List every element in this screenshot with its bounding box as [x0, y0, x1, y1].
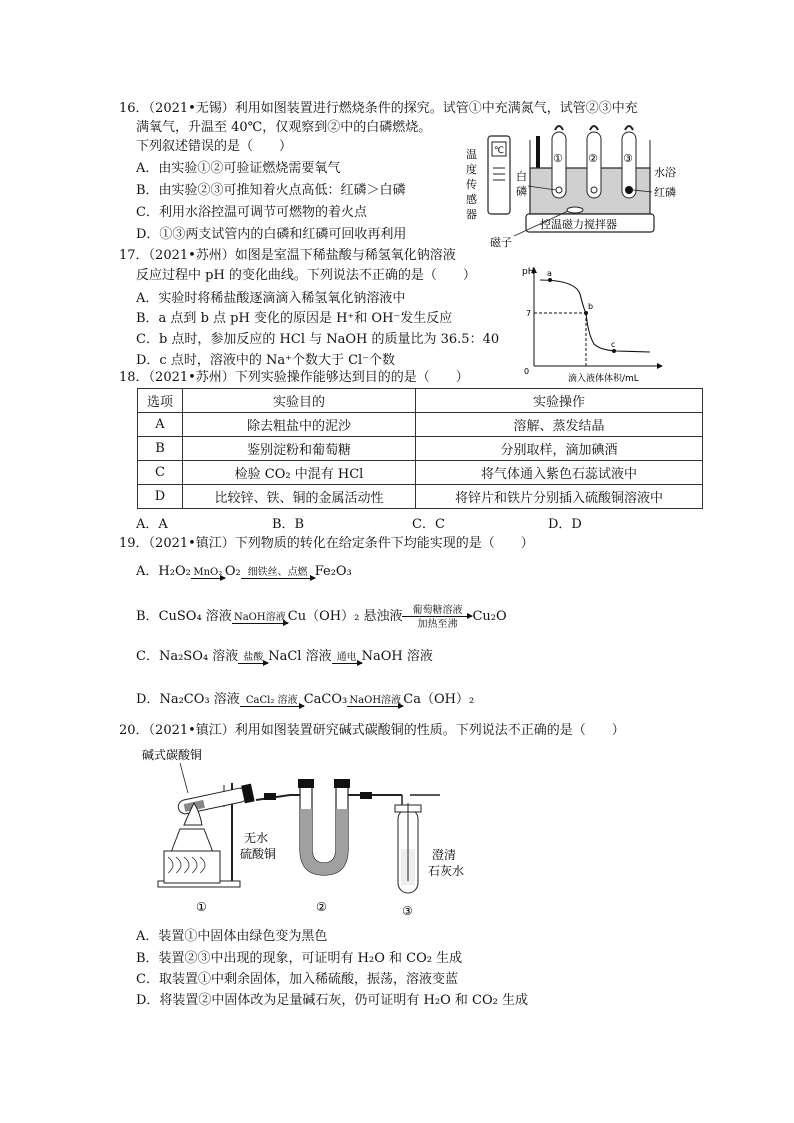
q16-option-b[interactable]: B．由实验②③可推知着火点高低：红磷＞白磷	[136, 183, 406, 198]
q19-a-label: A．	[136, 564, 159, 579]
q19-a-s3: Fe₂O₃	[314, 564, 352, 579]
q19-c-s1: Na₂SO₄ 溶液	[158, 649, 239, 664]
arrow-condition: MnO₂	[193, 567, 223, 578]
q16-stem-line3: 下列叙述错误的是（ ）	[136, 139, 293, 154]
table-cell: D	[138, 485, 183, 509]
table-header-cell: 选项	[138, 389, 183, 413]
table-cell: 比较锌、铁、铜的金属活动性	[183, 485, 416, 509]
q20-stem: 20．（2021•镇江）利用如图装置研究碱式碳酸铜的性质。下列说法不正确的是（ ）	[119, 723, 625, 738]
table-cell: 鉴别淀粉和葡萄糖	[183, 437, 416, 461]
table-cell: 分别取样，滴加碘酒	[416, 437, 703, 461]
sensor-label-3: 传	[466, 178, 477, 191]
table-cell: B	[138, 437, 183, 461]
table-cell: 除去粗盐中的泥沙	[183, 413, 416, 437]
q19-d-s2: CaCO₃	[303, 692, 348, 707]
q19-d-s1: Na₂CO₃ 溶液	[159, 692, 240, 707]
q16-stem-line1: 16．（2021•无锡）利用如图装置进行燃烧条件的探究。试管①中充满氮气，试管②③中充	[119, 101, 638, 116]
point-a	[548, 278, 552, 282]
q19-c-s2: NaCl 溶液	[268, 649, 332, 664]
table-header-row	[138, 389, 703, 413]
reaction-arrow	[238, 652, 268, 664]
magnet-label: 磁子	[490, 236, 512, 249]
sensor-label-4: 感	[466, 193, 477, 206]
table-header-cell: 实验目的	[183, 389, 416, 413]
reaction-arrow	[402, 605, 472, 631]
chart-origin: 0	[524, 367, 530, 376]
white-phosphorus-label-1: 白	[516, 170, 527, 183]
arrow-condition: NaOH溶液	[349, 695, 402, 706]
q19-b-s1: CuSO₄ 溶液	[158, 609, 232, 624]
device-1-label: ①	[196, 900, 207, 914]
q19-stem: 19．（2021•镇江）下列物质的转化在给定条件下均能实现的是（ ）	[119, 536, 534, 551]
q19-b-s2: Cu（OH）₂ 悬浊液	[287, 609, 403, 624]
chart-ylabel: pH	[522, 267, 535, 277]
table-row	[138, 413, 703, 437]
q17-ph-chart	[520, 262, 670, 384]
q19-d-s3: Ca（OH）₂	[403, 692, 475, 707]
table-cell: 检验 CO₂ 中混有 HCl	[183, 461, 416, 485]
table-header-cell: 实验操作	[416, 389, 703, 413]
arrow-condition: 盐酸	[243, 652, 264, 663]
chart-xlabel: 滴入液体体积/mL	[568, 374, 639, 384]
q18-table	[137, 388, 703, 509]
q20-option-a[interactable]: A．装置①中固体由绿色变为黑色	[136, 929, 328, 944]
reaction-arrow	[240, 695, 304, 707]
stirrer-label: 控温磁力搅拌器	[540, 218, 617, 231]
q19-d-label: D．	[136, 692, 160, 707]
anhydrous-label-1: 无水	[244, 831, 269, 845]
limewater-label-2: 石灰水	[428, 864, 465, 878]
arrow-condition: NaOH溶液	[233, 612, 286, 623]
table-cell: 将气体通入紫色石蕊试液中	[416, 461, 703, 485]
arrow-condition-below: 加热至沸	[417, 619, 458, 630]
arrow-condition: 通电	[336, 652, 357, 663]
reaction-arrow	[191, 567, 225, 579]
basic-copper-carbonate-label: 碱式碳酸铜	[142, 748, 203, 762]
arrow-condition: 葡萄糖溶液	[412, 605, 463, 616]
point-c	[612, 349, 616, 353]
q20-option-d[interactable]: D．将装置②中固体改为足量碱石灰，仍可证明有 H₂O 和 CO₂ 生成	[136, 993, 528, 1008]
table-row	[138, 485, 703, 509]
q18-option-c[interactable]: C．C	[412, 517, 445, 532]
reaction-arrow	[241, 567, 315, 579]
q17-option-b[interactable]: B．a 点到 b 点 pH 变化的原因是 H⁺和 OH⁻发生反应	[136, 311, 453, 326]
q16-option-a[interactable]: A．由实验①②可验证燃烧需要氧气	[136, 161, 341, 176]
point-b	[584, 311, 588, 315]
q19-option-a[interactable]	[136, 560, 352, 590]
q18-option-d[interactable]: D．D	[548, 517, 582, 532]
q18-option-a[interactable]: A．A	[136, 517, 168, 532]
table-cell: A	[138, 413, 183, 437]
q17-option-a[interactable]: A．实验时将稀盐酸逐滴滴入稀氢氧化钠溶液中	[136, 291, 406, 306]
sensor-display-unit: ℃	[494, 146, 505, 156]
table-row	[138, 461, 703, 485]
q16-option-c[interactable]: C．利用水浴控温可调节可燃物的着火点	[136, 205, 367, 220]
q18-option-b[interactable]: B．B	[272, 517, 305, 532]
sensor-label-5: 器	[466, 208, 477, 221]
q19-option-c[interactable]	[136, 645, 433, 675]
ph-curve	[540, 280, 650, 352]
white-phosphorus-label-2: 磷	[516, 185, 527, 198]
tube1-label: ①	[553, 152, 563, 165]
table-cell: 溶解、蒸发结晶	[416, 413, 703, 437]
q19-option-d[interactable]	[136, 688, 474, 718]
q19-a-s2: O₂	[224, 564, 241, 579]
reaction-arrow	[232, 612, 288, 624]
q19-option-b[interactable]	[136, 598, 507, 628]
q17-option-d[interactable]: D．c 点时，溶液中的 Na⁺个数大于 Cl⁻个数	[136, 353, 396, 368]
point-a-label: a	[547, 269, 552, 278]
q16-option-d[interactable]: D．①③两支试管内的白磷和红磷可回收再利用	[136, 227, 407, 242]
q19-a-s1: H₂O₂	[158, 564, 191, 579]
tube3-label: ③	[623, 152, 633, 165]
device-2-label: ②	[316, 900, 327, 914]
q16-apparatus-figure	[460, 118, 676, 249]
device-3-label: ③	[402, 904, 413, 918]
arrow-condition: CaCl₂ 溶液	[245, 695, 298, 706]
reaction-arrow	[347, 695, 403, 707]
q18-stem: 18．（2021•苏州）下列实验操作能够达到目的的是（ ）	[119, 370, 469, 385]
q19-c-s3: NaOH 溶液	[361, 649, 433, 664]
tube2-label: ②	[588, 152, 598, 165]
point-b-label: b	[588, 302, 594, 311]
point-c-label: c	[611, 340, 616, 349]
water-bath-label: 水浴	[654, 166, 676, 179]
table-row	[138, 437, 703, 461]
limewater-label-1: 澄清	[432, 848, 457, 862]
q17-stem-line1: 17．（2021•苏州）如图是室温下稀盐酸与稀氢氧化钠溶液	[119, 248, 456, 263]
sensor-label-1: 温	[466, 148, 477, 161]
q19-b-label: B．	[136, 609, 159, 624]
anhydrous-label-2: 硫酸铜	[240, 847, 277, 861]
sensor-label-2: 度	[466, 163, 477, 176]
q20-option-b[interactable]: B．装置②③中出现的现象，可证明有 H₂O 和 CO₂ 生成	[136, 951, 463, 966]
q17-option-c[interactable]: C．b 点时，参加反应的 HCl 与 NaOH 的质量比为 36.5：40	[136, 332, 500, 347]
table-cell: 将锌片和铁片分别插入硫酸铜溶液中	[416, 485, 703, 509]
q19-b-s3: Cu₂O	[472, 609, 507, 624]
q17-stem-line2: 反应过程中 pH 的变化曲线。下列说法不正确的是（ ）	[136, 268, 476, 283]
q16-stem-line2: 满氧气，升温至 40℃，仅观察到②中的白磷燃烧。	[136, 120, 432, 135]
reaction-arrow	[332, 652, 362, 664]
chart-tick-7: 7	[526, 309, 532, 318]
table-cell: C	[138, 461, 183, 485]
q19-c-label: C．	[136, 649, 159, 664]
q20-option-c[interactable]: C．取装置①中剩余固体，加入稀硫酸，振荡，溶液变蓝	[136, 972, 458, 987]
q20-apparatus-figure	[140, 745, 480, 917]
red-phosphorus-label: 红磷	[654, 186, 676, 199]
arrow-condition: 细铁丝、点燃	[247, 567, 308, 578]
